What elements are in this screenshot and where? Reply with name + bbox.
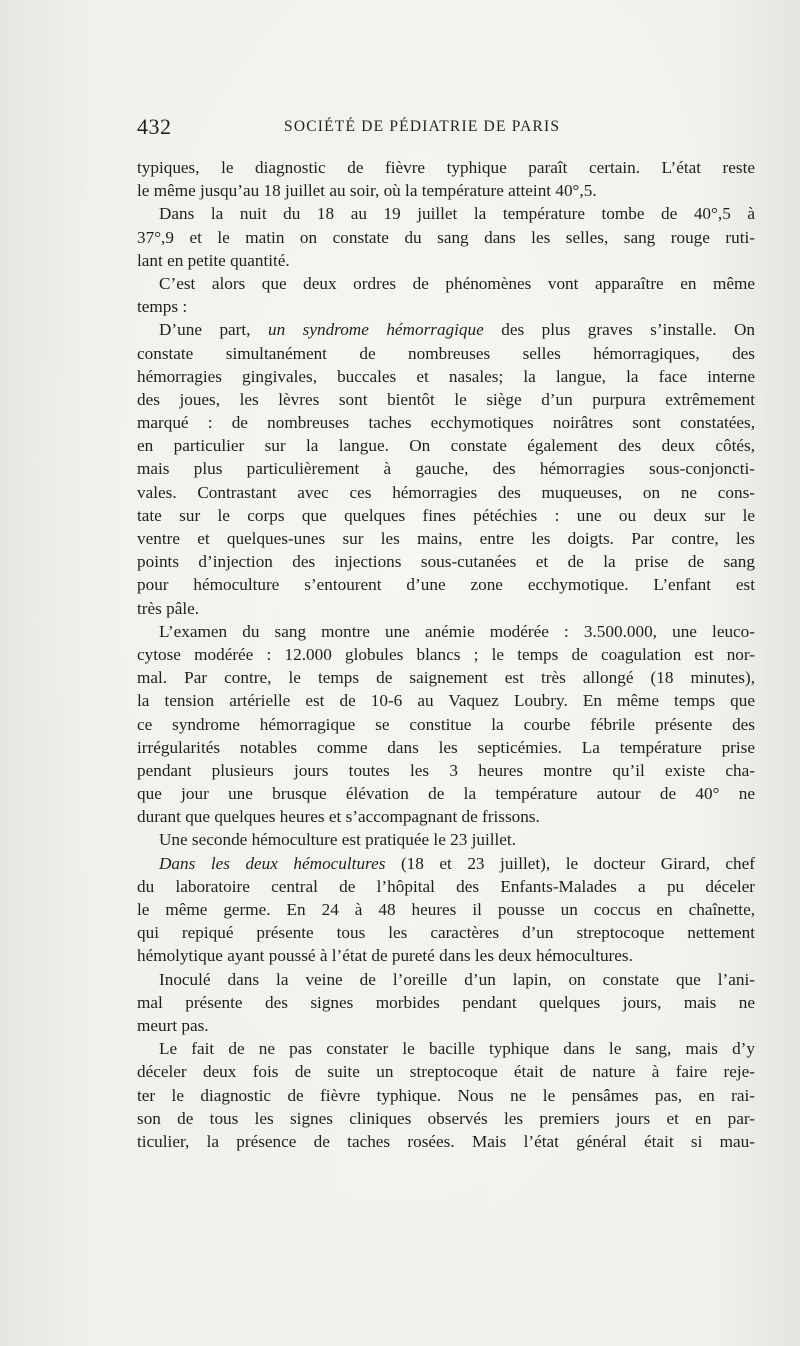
text-line: constate simultanément de nombreuses selles hémorragiques, des — [137, 343, 755, 363]
text-line: L’examen du sang montre une anémie modérée : 3.500.000, une leuco- — [159, 621, 755, 641]
text-line: ter le diagnostic de fièvre typhique. Nous ne le pensâmes pas, en rai- — [137, 1085, 755, 1105]
text-line: C’est alors que deux ordres de phénomènes vont apparaître en même — [159, 273, 755, 293]
text-line: meurt pas. — [137, 1015, 209, 1035]
text-line: ce syndrome hémorragique se constitue la courbe fébrile présente des — [137, 714, 755, 734]
text-line: Le fait de ne pas constater le bacille typhique dans le sang, mais d’y — [159, 1039, 755, 1059]
text-line: pour hémoculture s’entourent d’une zone ecchymotique. L’enfant est — [137, 575, 755, 595]
text-line: hémolytique ayant poussé à l’état de pureté dans les deux hémocultures. — [137, 946, 633, 966]
text-line — [137, 852, 755, 875]
text-line: cytose modérée : 12.000 globules blancs ; le temps de coagulation est nor- — [137, 644, 755, 664]
text-line: que jour une brusque élévation de la température autour de 40° ne — [137, 784, 755, 804]
text-line: marqué : de nombreuses taches ecchymotiques noirâtres sont constatées, — [137, 413, 755, 433]
text-line: du laboratoire central de l’hôpital des Enfants-Malades a pu déceler — [137, 876, 755, 896]
text-line: son de tous les signes cliniques observés les premiers jours et en par- — [137, 1108, 755, 1128]
text-line: lant en petite quantité. — [137, 250, 290, 270]
text-line: ventre et quelques-unes sur les mains, entre les doigts. Par contre, les — [137, 529, 755, 548]
body-text — [137, 156, 755, 1153]
running-title: SOCIÉTÉ DE PÉDIATRIE DE PARIS — [284, 118, 561, 135]
text-line: qui repiqué présente tous les caractères d’un streptocoque nettement — [137, 923, 755, 943]
text-line: tate sur le corps que quelques fines pétéchies : une ou deux sur le — [137, 505, 755, 525]
text-line: points d’injection des injections sous-cutanées et de la prise de sang — [137, 552, 755, 572]
page-header — [137, 114, 759, 140]
italic-phrase: un syndrome hémorragique — [267, 320, 484, 340]
text-line: irrégularités notables comme dans les septicémies. La température prise — [137, 737, 755, 757]
text-line: Inoculé dans la veine de l’oreille d’un lapin, on constate que l’ani- — [159, 969, 755, 989]
text-line: la tension artérielle est de 10-6 au Vaquez Loubry. En même temps que — [137, 691, 755, 711]
text-line: mais plus particulièrement à gauche, des hémorragies sous-conjoncti- — [137, 459, 755, 479]
text-line — [137, 318, 755, 341]
text-line: hémorragies gingivales, buccales et nasales; la langue, la face interne — [137, 366, 755, 386]
text-line: 37°,9 et le matin on constate du sang dans les selles, sang rouge ruti- — [137, 227, 755, 247]
text-line: temps : — [137, 297, 188, 317]
text-line: très pâle. — [137, 598, 200, 618]
text-line: des joues, les lèvres sont bientôt le siège d’un purpura extrêmement — [137, 389, 755, 409]
text-line: durant que quelques heures et s’accompagnant de frissons. — [137, 807, 540, 827]
text-line: Une seconde hémoculture est pratiquée le 23 juillet. — [159, 830, 516, 850]
text-segment: D’une part, — [159, 320, 268, 340]
text-line: mal présente des signes morbides pendant quelques jours, mais ne — [137, 992, 755, 1012]
page-number: 432 — [137, 114, 172, 139]
text-line: le même germe. En 24 à 48 heures il pousse un coccus en chaînette, — [137, 900, 755, 919]
text-segment: des plus graves s’installe. On — [483, 320, 755, 340]
text-line: ticulier, la présence de taches rosées. Mais l’état général était si mau- — [137, 1131, 755, 1151]
text-line: typiques, le diagnostic de fièvre typhique paraît certain. L’état reste — [137, 158, 755, 177]
text-line: Dans la nuit du 18 au 19 juillet la température tombe de 40°,5 à — [159, 204, 755, 224]
text-line: en particulier sur la langue. On constate également des deux côtés, — [137, 436, 755, 456]
text-line: mal. Par contre, le temps de saignement est très allongé (18 minutes), — [137, 668, 755, 688]
text-segment: (18 et 23 juillet), le docteur Girard, chef — [385, 853, 755, 873]
italic-phrase: Dans les deux hémocultures — [159, 853, 386, 873]
text-line: vales. Contrastant avec ces hémorragies des muqueuses, on ne cons- — [137, 482, 755, 502]
text-line: le même jusqu’au 18 juillet au soir, où la température atteint 40°,5. — [137, 181, 597, 201]
text-line: déceler deux fois de suite un streptocoque était de nature à faire reje- — [137, 1062, 755, 1082]
text-line: pendant plusieurs jours toutes les 3 heures montre qu’il existe cha- — [137, 760, 755, 780]
